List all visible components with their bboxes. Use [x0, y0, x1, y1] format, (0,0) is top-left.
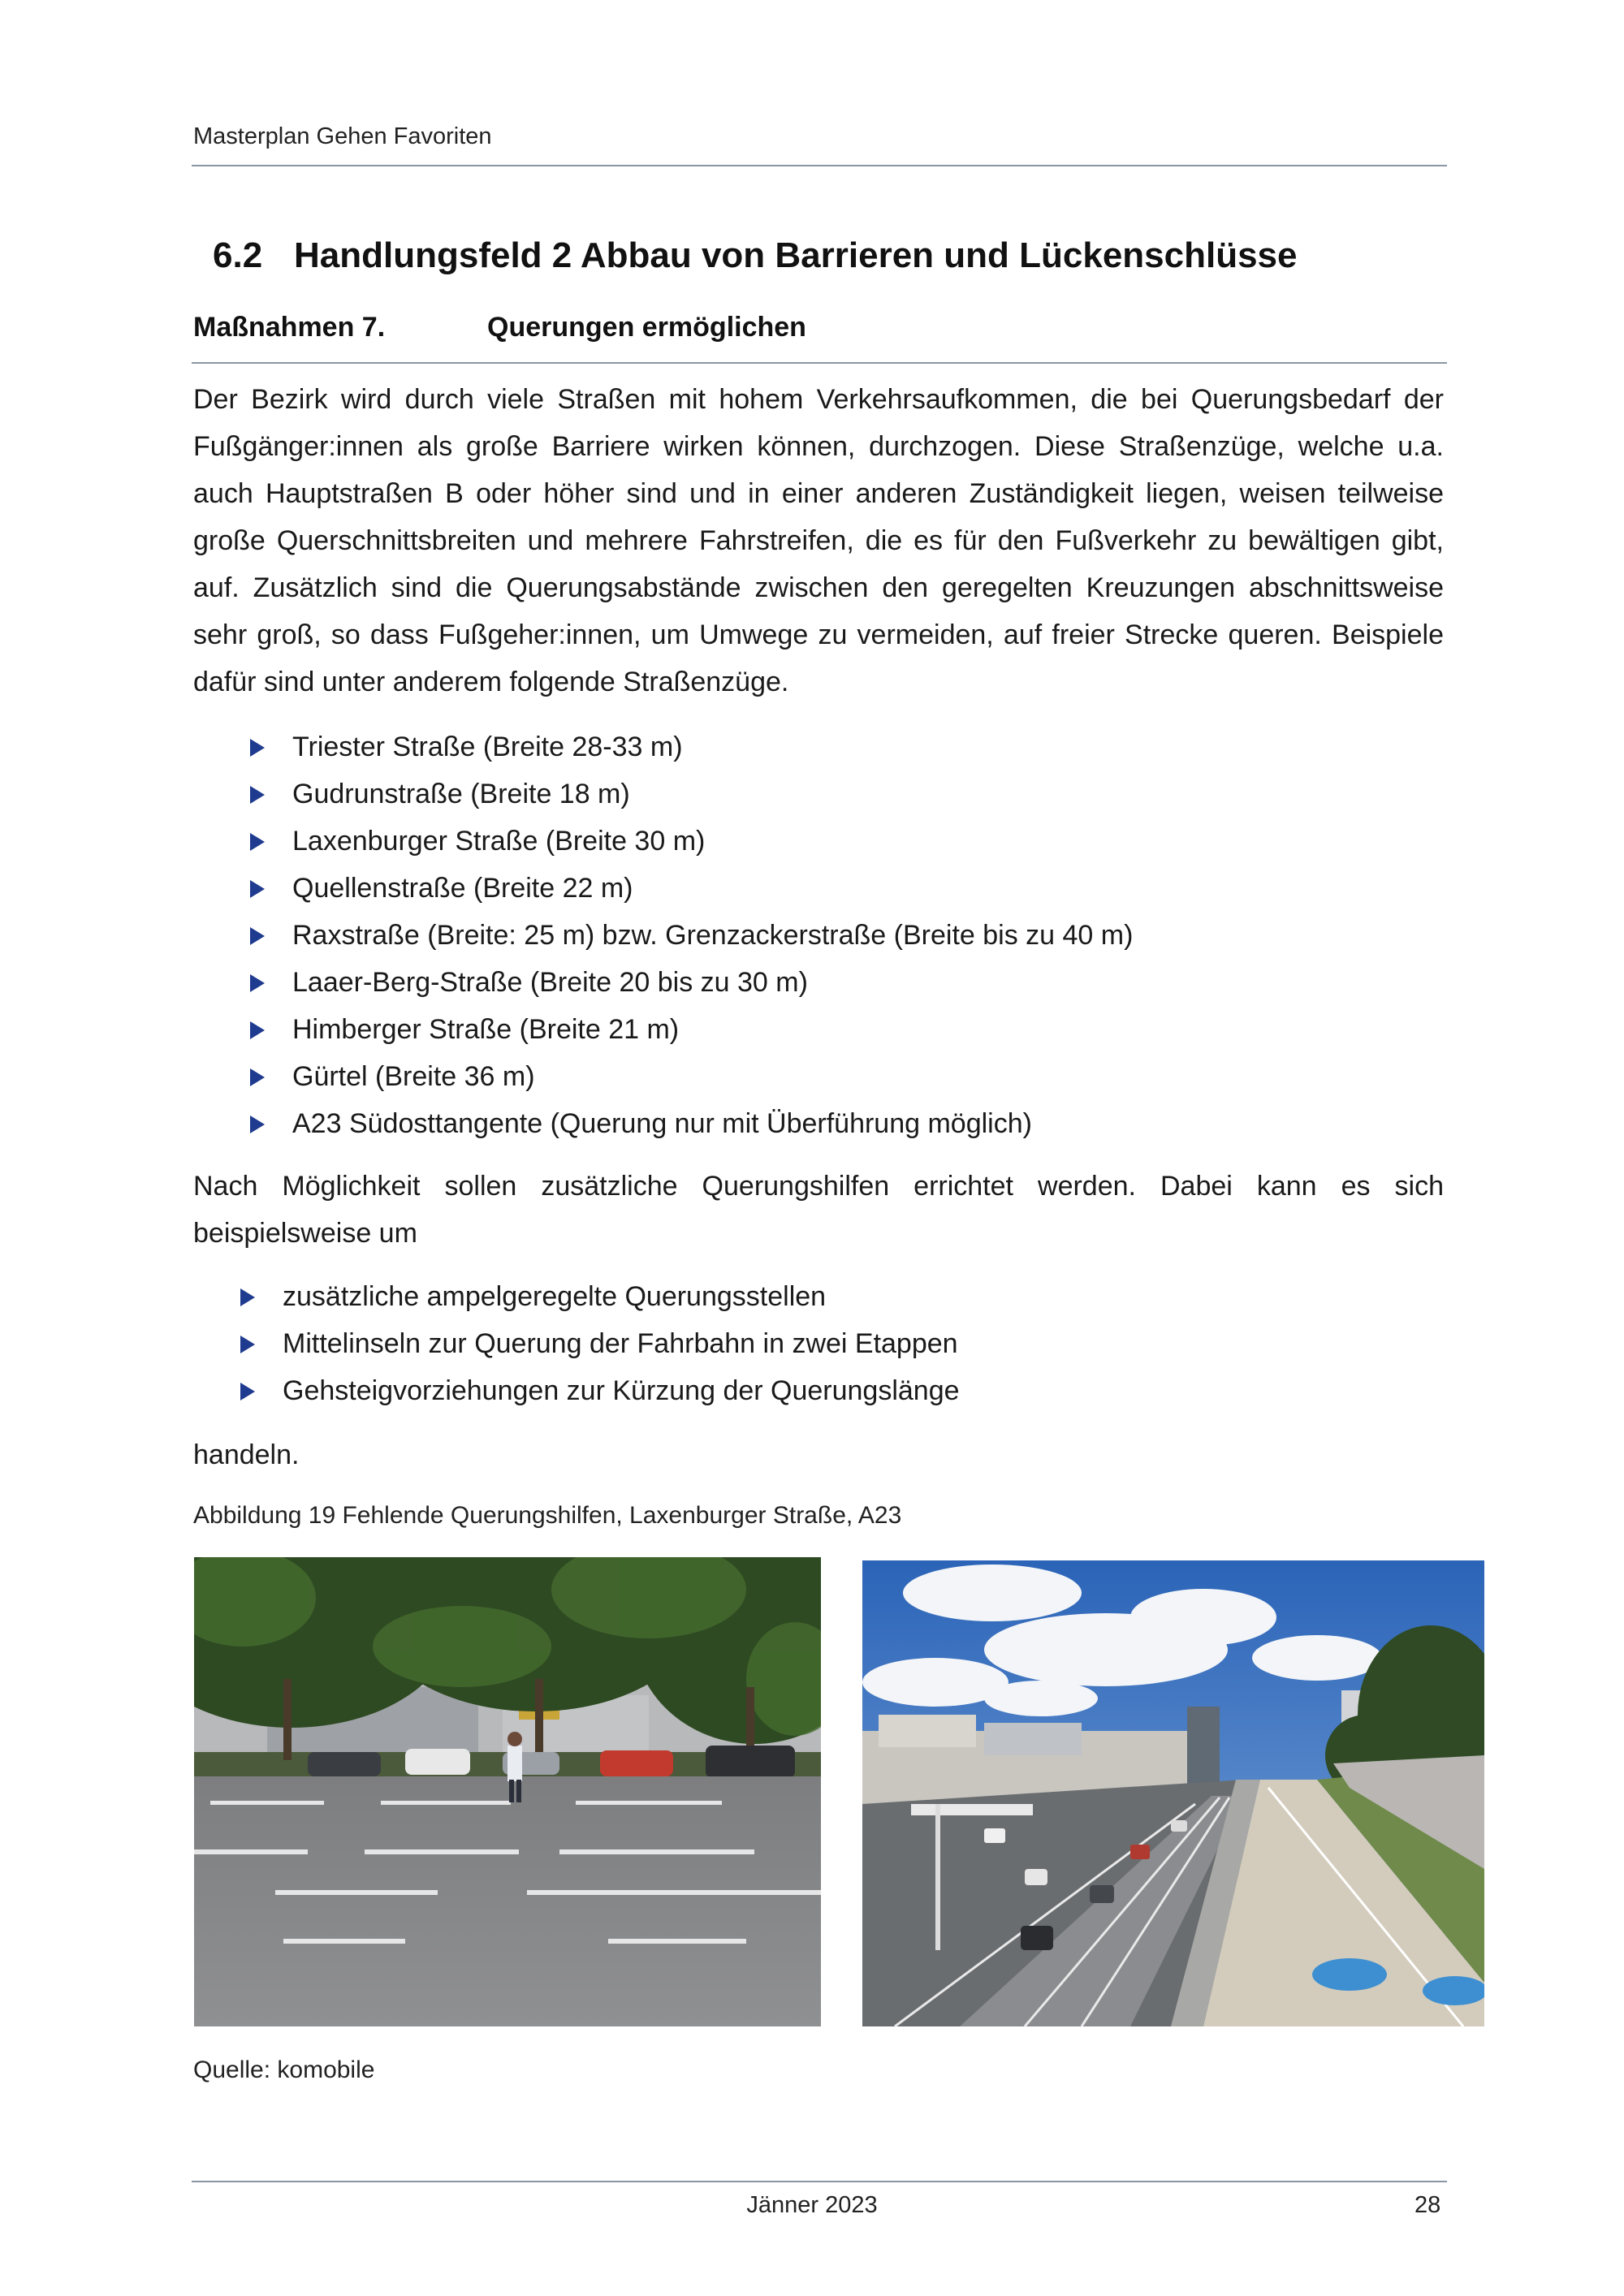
intro-paragraph: Der Bezirk wird durch viele Straßen mit hohem Verkehrsaufkommen, die bei Querungsbedarf der Fußgänger:innen als große Barriere wirken können, durchzogen. Diese Straßenzüge, welche u.a. auch Hauptstraßen B oder höher sind und in einer anderen Zuständigkeit liegen, weisen teilweise große Querschnittsbreiten und mehrere Fahrstreifen, die es für den Fußverkehr zu bewältigen gibt, auf. Zusätzlich sind die Querungsabstände zwischen den geregelten Kreuzungen abschnittsweise sehr groß, so dass Fußgeher:innen, um Umwege zu vermeiden, auf freier Strecke queren. Beispiele dafür sind unter anderem folgende Straßenzüge.	[193, 384, 1444, 697]
figure-source: Quelle: komobile	[193, 2056, 375, 2083]
photo-laxenburger-strasse	[194, 1557, 821, 2026]
footer-date: Jänner 2023	[746, 2192, 878, 2218]
triangle-bullet-icon	[240, 1288, 255, 1306]
measures-intro-paragraph: Nach Möglichkeit sollen zusätzliche Querungshilfen errichtet werden. Dabei kann es sich beispielsweise um	[193, 1171, 1444, 1249]
figure-caption: Abbildung 19 Fehlende Querungshilfen, Laxenburger Straße, A23	[193, 1502, 902, 1529]
header-rule	[192, 165, 1447, 166]
section-title-text: Handlungsfeld 2 Abbau von Barrieren und Lückenschlüsse	[294, 235, 1298, 275]
measure-label: Maßnahmen 7.	[193, 312, 386, 343]
triangle-bullet-icon	[250, 1068, 265, 1086]
triangle-bullet-icon	[250, 974, 265, 992]
triangle-bullet-icon	[250, 786, 265, 804]
photo-a23-suedosttangente	[862, 1560, 1484, 2026]
closing-text: handeln.	[193, 1439, 300, 1470]
page-number: 28	[1415, 2192, 1441, 2218]
triangle-bullet-icon	[250, 880, 265, 898]
triangle-bullet-icon	[250, 739, 265, 757]
triangle-bullet-icon	[240, 1383, 255, 1400]
triangle-bullet-icon	[240, 1336, 255, 1353]
section-title	[213, 235, 1298, 276]
section-number: 6.2	[213, 235, 263, 275]
triangle-bullet-icon	[250, 833, 265, 851]
triangle-bullet-icon	[250, 927, 265, 945]
triangle-bullet-icon	[250, 1116, 265, 1133]
measure-title: Querungen ermöglichen	[487, 312, 806, 343]
running-header: Masterplan Gehen Favoriten	[193, 123, 492, 149]
triangle-bullet-icon	[250, 1021, 265, 1039]
measure-rule	[192, 362, 1447, 364]
footer-rule	[192, 2181, 1447, 2182]
